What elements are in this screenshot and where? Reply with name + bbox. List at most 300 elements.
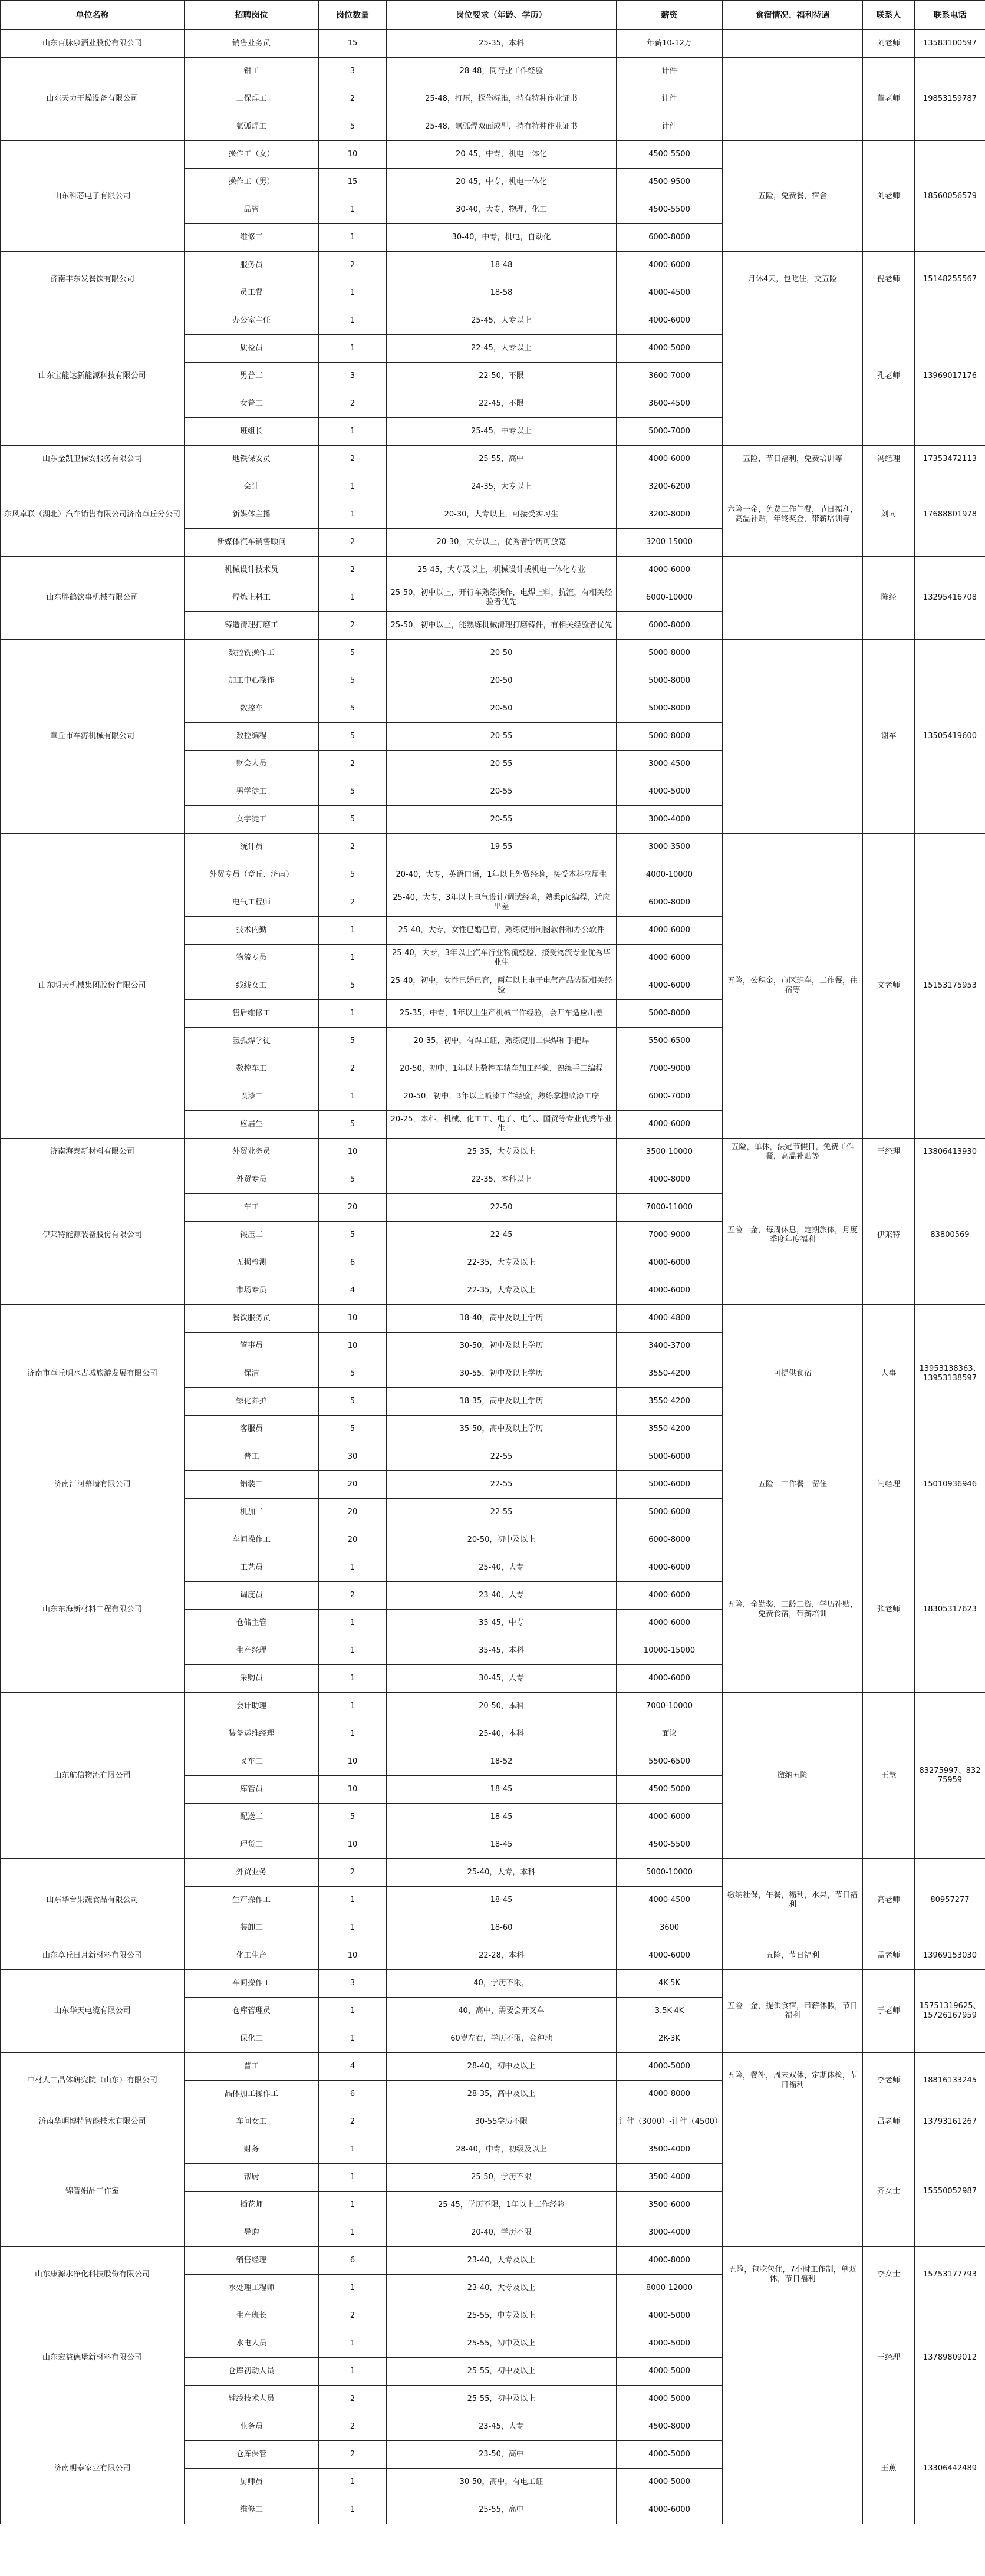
company-benefits (723, 58, 863, 141)
company-phone: 15153175953 (915, 834, 985, 1139)
job-requirements: 25-45，学历不限，1年以上工作经验 (387, 2192, 617, 2219)
company-phone: 13953138363、13953138597 (915, 1305, 985, 1443)
table-row (1, 1859, 985, 1887)
job-requirements: 20-45，中专，机电一体化 (387, 169, 617, 196)
table-row (1, 2108, 985, 2136)
job-requirements: 22-55 (387, 1471, 617, 1499)
job-count: 1 (319, 917, 387, 945)
company-name: 山东百脉泉酒业股份有限公司 (1, 30, 185, 58)
company-contact: 齐女士 (863, 2136, 915, 2247)
job-salary: 4000-6000 (617, 557, 723, 584)
job-salary: 4000-6000 (617, 972, 723, 1000)
job-salary: 5000-7000 (617, 418, 723, 446)
job-count: 20 (319, 1471, 387, 1499)
company-benefits: 五险，节日福利 (723, 1942, 863, 1970)
job-position: 维修工 (185, 224, 319, 252)
job-count: 5 (319, 1804, 387, 1831)
company-contact: 冯经理 (863, 446, 915, 473)
job-requirements: 20-55 (387, 806, 617, 834)
job-position: 装卸工 (185, 1914, 319, 1942)
header-count: 岗位数量 (319, 1, 387, 30)
job-salary: 4000-5000 (617, 2386, 723, 2413)
company-name: 济南丰东发餐饮有限公司 (1, 252, 185, 307)
job-count: 1 (319, 335, 387, 363)
job-salary: 3000-4000 (617, 2219, 723, 2247)
company-phone: 18816133245 (915, 2053, 985, 2108)
job-count: 5 (319, 723, 387, 751)
job-count: 5 (319, 1166, 387, 1194)
job-salary: 计件 (617, 58, 723, 85)
job-salary: 4000-4500 (617, 279, 723, 307)
job-count: 1 (319, 1914, 387, 1942)
table-row (1, 2136, 985, 2164)
job-requirements: 20-50，初中及以上 (387, 1526, 617, 1554)
company-benefits (723, 2302, 863, 2413)
company-phone: 15550052987 (915, 2136, 985, 2247)
job-count: 6 (319, 2247, 387, 2275)
job-requirements: 25-40，大专 (387, 1554, 617, 1582)
job-count: 1 (319, 1610, 387, 1637)
job-count: 1 (319, 2164, 387, 2192)
job-count: 1 (319, 1000, 387, 1028)
job-requirements: 25-50，学历不限 (387, 2164, 617, 2192)
job-salary: 4000-6000 (617, 917, 723, 945)
job-requirements: 18-52 (387, 1748, 617, 1776)
job-position: 维修工 (185, 2496, 319, 2524)
job-position: 绿化养护 (185, 1388, 319, 1416)
company-benefits (723, 640, 863, 834)
company-contact: 于老师 (863, 1970, 915, 2053)
job-requirements: 25-45，大专及以上，机械设计或机电一体化专业 (387, 557, 617, 584)
job-salary: 3600-7000 (617, 363, 723, 390)
job-count: 2 (319, 446, 387, 473)
job-requirements: 25-40，初中，女性已婚已育，两年以上电子电气产品装配相关经验 (387, 972, 617, 1000)
company-name: 山东康源水净化科技股份有限公司 (1, 2247, 185, 2302)
table-row (1, 252, 985, 279)
job-position: 统计员 (185, 834, 319, 861)
company-contact: 闫经理 (863, 1443, 915, 1526)
company-benefits (723, 2136, 863, 2247)
company-phone: 13583100597 (915, 30, 985, 58)
company-contact: 孔老师 (863, 307, 915, 446)
company-name: 济南市章丘明水古城旅游发展有限公司 (1, 1305, 185, 1443)
company-contact: 王经理 (863, 1139, 915, 1166)
job-requirements: 20-45，中专，机电一体化 (387, 141, 617, 169)
job-count: 1 (319, 1887, 387, 1914)
job-requirements: 22-55 (387, 1443, 617, 1471)
table-row (1, 1139, 985, 1166)
job-requirements: 23-40，大专及以上 (387, 2275, 617, 2302)
job-requirements: 18-45 (387, 1804, 617, 1831)
job-salary: 7000-11000 (617, 1194, 723, 1222)
job-count: 2 (319, 2108, 387, 2136)
job-requirements: 20-25，本科，机械、化工工、电子、电气、国贸等专业优秀毕业生 (387, 1111, 617, 1139)
company-benefits: 月休4天，包吃住，交五险 (723, 252, 863, 307)
header-position: 招聘岗位 (185, 1, 319, 30)
table-row (1, 30, 985, 58)
job-salary: 5000-6000 (617, 1499, 723, 1526)
table-row (1, 58, 985, 85)
job-count: 10 (319, 141, 387, 169)
job-count: 5 (319, 640, 387, 667)
company-phone: 15010936946 (915, 1443, 985, 1526)
job-requirements: 25-55，高中 (387, 446, 617, 473)
job-salary: 4000-6000 (617, 1610, 723, 1637)
job-position: 服务员 (185, 252, 319, 279)
job-salary: 4000-5000 (617, 2441, 723, 2469)
job-requirements: 18-35，高中及以上学历 (387, 1388, 617, 1416)
job-requirements: 35-45，中专 (387, 1610, 617, 1637)
job-salary: 4500-5500 (617, 1831, 723, 1859)
company-contact: 高老师 (863, 1859, 915, 1942)
job-count: 2 (319, 2386, 387, 2413)
job-position: 操作工（男） (185, 169, 319, 196)
job-position: 男普工 (185, 363, 319, 390)
job-salary: 3550-4200 (617, 1416, 723, 1443)
job-salary: 4000-5000 (617, 2469, 723, 2496)
company-benefits (723, 2108, 863, 2136)
job-requirements: 30-55，初中及以上学历 (387, 1360, 617, 1388)
company-benefits: 五险，单休，法定节假日，免费工作餐，高温补贴等 (723, 1139, 863, 1166)
company-benefits: 五险，节日福利，免费培训等 (723, 446, 863, 473)
job-requirements: 25-50，初中以上，能熟练机械清理打磨铸件，有相关经验者优先 (387, 612, 617, 640)
job-count: 5 (319, 778, 387, 806)
job-requirements: 22-35，大专及以上 (387, 1249, 617, 1277)
job-position: 机械设计技术员 (185, 557, 319, 584)
job-salary: 4000-6000 (617, 1804, 723, 1831)
job-count: 5 (319, 1388, 387, 1416)
job-salary: 4000-8000 (617, 2247, 723, 2275)
job-count: 10 (319, 1831, 387, 1859)
job-requirements: 18-45 (387, 1776, 617, 1804)
table-header (1, 1, 985, 30)
job-position: 数控车 (185, 695, 319, 723)
job-position: 锻压工 (185, 1222, 319, 1249)
company-contact: 李老师 (863, 2053, 915, 2108)
job-position: 采购员 (185, 1665, 319, 1693)
job-requirements: 20-40，大专，英语口语，1年以上外贸经验，接受本科应届生 (387, 861, 617, 889)
job-salary: 3200-8000 (617, 501, 723, 529)
job-position: 铸造清理打磨工 (185, 612, 319, 640)
company-contact: 张老师 (863, 1526, 915, 1693)
job-requirements: 25-35，本科 (387, 30, 617, 58)
job-requirements: 28-40，初中及以上 (387, 2053, 617, 2081)
company-name: 济南海泰新材料有限公司 (1, 1139, 185, 1166)
job-count: 1 (319, 2469, 387, 2496)
job-position: 市场专员 (185, 1277, 319, 1305)
job-position: 技术内勤 (185, 917, 319, 945)
job-position: 保洁 (185, 1360, 319, 1388)
company-benefits (723, 30, 863, 58)
company-name: 东风卓联（湖北）汽车销售有限公司济南章丘分公司 (1, 473, 185, 557)
job-salary: 3000-4500 (617, 751, 723, 778)
company-name: 济南华明博特智能技术有限公司 (1, 2108, 185, 2136)
job-requirements: 30-55学历不限 (387, 2108, 617, 2136)
job-salary: 4500-8000 (617, 2413, 723, 2441)
job-count: 2 (319, 751, 387, 778)
company-benefits: 五险，公积金，市区班车，工作餐，住宿等 (723, 834, 863, 1139)
job-count: 1 (319, 584, 387, 612)
job-requirements: 28-48，同行业工作经验 (387, 58, 617, 85)
job-position: 装备运维经理 (185, 1720, 319, 1748)
job-count: 1 (319, 1998, 387, 2025)
job-salary: 2K-3K (617, 2025, 723, 2053)
job-salary: 4500-5500 (617, 196, 723, 224)
job-salary: 4000-5000 (617, 778, 723, 806)
company-benefits: 缴纳社保，午餐，福利，水果，节日福利 (723, 1859, 863, 1942)
job-salary: 4000-6000 (617, 307, 723, 335)
company-contact: 谢军 (863, 640, 915, 834)
job-position: 女普工 (185, 390, 319, 418)
job-salary: 4000-5000 (617, 2053, 723, 2081)
job-salary: 7000-9000 (617, 1222, 723, 1249)
job-requirements: 25-55，中专及以上 (387, 2302, 617, 2330)
company-name: 山东宏益德堡新材料有限公司 (1, 2302, 185, 2413)
job-position: 氩弧焊学徒 (185, 1028, 319, 1055)
job-requirements: 20-40，学历不限 (387, 2219, 617, 2247)
job-salary: 计件（3000）-计件（4500） (617, 2108, 723, 2136)
job-salary: 4000-6000 (617, 1249, 723, 1277)
job-requirements: 25-35，大专及以上 (387, 1139, 617, 1166)
job-position: 库管员 (185, 1776, 319, 1804)
job-position: 员工餐 (185, 279, 319, 307)
job-position: 电气工程师 (185, 889, 319, 917)
job-salary: 4000-5000 (617, 2330, 723, 2358)
job-requirements: 23-40，大专及以上 (387, 2247, 617, 2275)
company-phone: 13306442489 (915, 2413, 985, 2524)
job-count: 5 (319, 861, 387, 889)
company-phone: 15148255567 (915, 252, 985, 307)
job-count: 6 (319, 2081, 387, 2108)
job-salary: 4000-6000 (617, 945, 723, 972)
job-count: 20 (319, 1194, 387, 1222)
job-salary: 3200-6200 (617, 473, 723, 501)
job-count: 2 (319, 2302, 387, 2330)
job-requirements: 20-55 (387, 778, 617, 806)
job-count: 10 (319, 1305, 387, 1333)
company-contact: 陈经 (863, 557, 915, 640)
job-position: 调度员 (185, 1582, 319, 1610)
job-count: 1 (319, 224, 387, 252)
job-position: 会计 (185, 473, 319, 501)
job-position: 外贸专员（章丘、济南） (185, 861, 319, 889)
job-salary: 4000-6000 (617, 2496, 723, 2524)
header-company: 单位名称 (1, 1, 185, 30)
job-count: 2 (319, 390, 387, 418)
job-count: 1 (319, 473, 387, 501)
job-requirements: 25-40，大专，3年以上汽车行业物流经验，接受物流专业优秀毕业生 (387, 945, 617, 972)
job-salary: 5000-8000 (617, 1000, 723, 1028)
job-position: 地铁保安员 (185, 446, 319, 473)
job-position: 数控编程 (185, 723, 319, 751)
company-name: 山东科芯电子有限公司 (1, 141, 185, 252)
table-row (1, 1693, 985, 1720)
job-count: 5 (319, 667, 387, 695)
company-phone: 13806413930 (915, 1139, 985, 1166)
job-count: 1 (319, 2275, 387, 2302)
job-count: 5 (319, 695, 387, 723)
job-position: 会计助理 (185, 1693, 319, 1720)
job-count: 5 (319, 972, 387, 1000)
job-salary: 3.5K-4K (617, 1998, 723, 2025)
job-position: 车间操作工 (185, 1526, 319, 1554)
job-salary: 4000-4800 (617, 1305, 723, 1333)
table-row (1, 2247, 985, 2275)
job-salary: 年薪10-12万 (617, 30, 723, 58)
job-count: 1 (319, 2136, 387, 2164)
job-requirements: 18-60 (387, 1914, 617, 1942)
job-requirements: 24-35，大专以上 (387, 473, 617, 501)
job-position: 普工 (185, 1443, 319, 1471)
company-name: 山东华天电缆有限公司 (1, 1970, 185, 2053)
job-position: 新媒体汽车销售顾问 (185, 529, 319, 557)
company-phone: 13969153030 (915, 1942, 985, 1970)
job-count: 1 (319, 501, 387, 529)
job-salary: 4000-5000 (617, 2358, 723, 2386)
company-benefits: 五险，餐补，周末双休，定期体检，节日福利 (723, 2053, 863, 2108)
job-salary: 4000-6000 (617, 252, 723, 279)
company-name: 锦智娟品工作室 (1, 2136, 185, 2247)
company-contact: 文老师 (863, 834, 915, 1139)
job-count: 30 (319, 1443, 387, 1471)
job-salary: 4000-8000 (617, 1166, 723, 1194)
company-benefits (723, 307, 863, 446)
company-phone: 17353472113 (915, 446, 985, 473)
job-position: 仓库保管 (185, 2441, 319, 2469)
job-salary: 3400-3700 (617, 1333, 723, 1360)
job-salary: 6000-8000 (617, 224, 723, 252)
job-requirements: 20-50，初中，3年以上喷漆工作经验，熟练掌握喷漆工序 (387, 1083, 617, 1111)
job-position: 钳工 (185, 58, 319, 85)
job-position: 仓库管理员 (185, 1998, 319, 2025)
table-row (1, 640, 985, 667)
job-position: 焊炼上料工 (185, 584, 319, 612)
job-requirements: 30-50，初中及以上学历 (387, 1333, 617, 1360)
company-contact: 伊莱特 (863, 1166, 915, 1305)
job-position: 车间女工 (185, 2108, 319, 2136)
job-salary: 4000-6000 (617, 1554, 723, 1582)
job-position: 厨师员 (185, 2469, 319, 2496)
job-salary: 3600-4500 (617, 390, 723, 418)
job-position: 应届生 (185, 1111, 319, 1139)
job-count: 6 (319, 1249, 387, 1277)
job-count: 2 (319, 1859, 387, 1887)
job-requirements: 20-35，初中，有焊工证，熟练使用二保焊和手把焊 (387, 1028, 617, 1055)
job-requirements: 25-55，初中及以上 (387, 2386, 617, 2413)
job-requirements: 30-45，大专 (387, 1665, 617, 1693)
job-count: 5 (319, 1416, 387, 1443)
job-requirements: 25-45，大专以上 (387, 307, 617, 335)
job-requirements: 22-28，本科 (387, 1942, 617, 1970)
job-position: 无损检测 (185, 1249, 319, 1277)
job-requirements: 23-45，大专 (387, 2413, 617, 2441)
job-requirements: 22-55 (387, 1499, 617, 1526)
job-requirements: 60岁左右，学历不限，会种地 (387, 2025, 617, 2053)
job-salary: 7000-9000 (617, 1055, 723, 1083)
job-count: 2 (319, 2441, 387, 2469)
job-count: 5 (319, 113, 387, 141)
company-phone: 13789809012 (915, 2302, 985, 2413)
job-count: 1 (319, 279, 387, 307)
job-count: 10 (319, 1333, 387, 1360)
job-position: 生产操作工 (185, 1887, 319, 1914)
company-name: 山东宝能达新能源科技有限公司 (1, 307, 185, 446)
job-count: 1 (319, 418, 387, 446)
company-phone: 13793161267 (915, 2108, 985, 2136)
job-requirements: 25-50，初中以上，开行车熟练操作，电焊上料，抗渣，有相关经验者优先 (387, 584, 617, 612)
job-salary: 5000-8000 (617, 695, 723, 723)
table-row (1, 2053, 985, 2081)
job-requirements: 28-35，高中及以上 (387, 2081, 617, 2108)
job-position: 水电人员 (185, 2330, 319, 2358)
job-salary: 6000-8000 (617, 612, 723, 640)
job-salary: 4000-5000 (617, 2302, 723, 2330)
company-contact: 孟老师 (863, 1942, 915, 1970)
company-benefits (723, 2413, 863, 2524)
job-position: 售后维修工 (185, 1000, 319, 1028)
job-position: 餐饮服务员 (185, 1305, 319, 1333)
job-requirements: 25-40，大专，女性已婚已育，熟练使用制图软件和办公软件 (387, 917, 617, 945)
job-position: 财务 (185, 2136, 319, 2164)
job-position: 女学徒工 (185, 806, 319, 834)
job-count: 2 (319, 529, 387, 557)
job-requirements: 25-55，高中 (387, 2496, 617, 2524)
job-requirements: 20-30，大专以上，优秀者学历可放宽 (387, 529, 617, 557)
company-name: 伊莱特能源装备股份有限公司 (1, 1166, 185, 1305)
job-requirements: 25-40，大专，3年以上电气设计/调试经验，熟悉plc编程，适应出差 (387, 889, 617, 917)
company-contact: 王慧 (863, 1693, 915, 1859)
job-position: 财会人员 (185, 751, 319, 778)
job-requirements: 30-40，大专，物理，化工 (387, 196, 617, 224)
job-position: 生产班长 (185, 2302, 319, 2330)
job-count: 1 (319, 2330, 387, 2358)
job-position: 新媒体主播 (185, 501, 319, 529)
job-salary: 3200-15000 (617, 529, 723, 557)
company-contact: 刘老师 (863, 141, 915, 252)
job-count: 2 (319, 85, 387, 113)
company-name: 中材人工晶体研究院（山东）有限公司 (1, 2053, 185, 2108)
company-phone: 15753177793 (915, 2247, 985, 2302)
job-salary: 3550-4200 (617, 1388, 723, 1416)
job-count: 5 (319, 1222, 387, 1249)
job-salary: 计件 (617, 85, 723, 113)
company-name: 山东胖鹤饮事机械有限公司 (1, 557, 185, 640)
job-salary: 10000-15000 (617, 1637, 723, 1665)
job-requirements: 22-50 (387, 1194, 617, 1222)
job-salary: 5000-8000 (617, 640, 723, 667)
job-count: 1 (319, 307, 387, 335)
job-position: 物流专员 (185, 945, 319, 972)
header-requirements: 岗位要求（年龄、学历） (387, 1, 617, 30)
job-salary: 5000-6000 (617, 1471, 723, 1499)
job-requirements: 25-40，大专，本科 (387, 1859, 617, 1887)
table-row (1, 1443, 985, 1471)
job-position: 喷漆工 (185, 1083, 319, 1111)
job-requirements: 35-50，高中及以上学历 (387, 1416, 617, 1443)
job-requirements: 22-45 (387, 1222, 617, 1249)
job-position: 配送工 (185, 1804, 319, 1831)
job-position: 办公室主任 (185, 307, 319, 335)
job-position: 销售业务员 (185, 30, 319, 58)
table-row (1, 1305, 985, 1333)
job-salary: 6000-8000 (617, 1526, 723, 1554)
company-name: 济南明泰家业有限公司 (1, 2413, 185, 2524)
company-benefits: 可提供食宿 (723, 1305, 863, 1443)
company-benefits: 五险，包吃包住，7小时工作制，单双休，节日福利 (723, 2247, 863, 2302)
job-count: 1 (319, 1693, 387, 1720)
job-count: 2 (319, 612, 387, 640)
job-requirements: 22-35，大专及以上 (387, 1277, 617, 1305)
